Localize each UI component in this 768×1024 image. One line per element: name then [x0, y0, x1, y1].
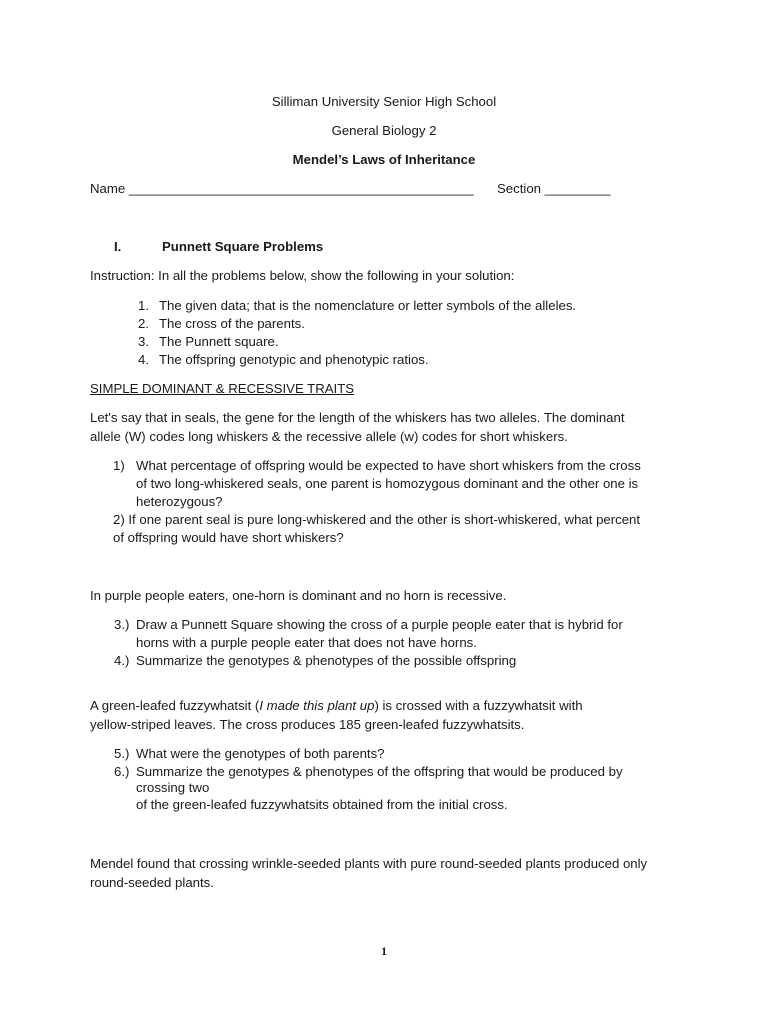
fuzzy-intro-b: ) is crossed with a fuzzywhatsit with [374, 698, 583, 713]
seal-intro-line-2: allele (W) codes long whiskers & the recessive allele (w) codes for short whiskers. [90, 429, 568, 444]
question-1-line-2: of two long-whiskered seals, one parent is homozygous dominant and the other one is [136, 476, 639, 491]
question-4-line-1: Summarize the genotypes & phenotypes of the possible offspring [136, 653, 517, 668]
question-6-line-3: of the green-leafed fuzzywhatsits obtained from the initial cross. [136, 797, 508, 812]
course-name: General Biology 2 [331, 123, 437, 138]
fuzzy-intro-line-1 [90, 698, 583, 713]
step-3-num: 3. [138, 334, 149, 349]
question-4-num: 4.) [114, 653, 130, 668]
seal-intro-line-1: Let's say that in seals, the gene for the length of the whiskers has two alleles. The dominant [90, 410, 625, 425]
section-numeral: I. [114, 239, 122, 254]
question-5-line-1: What were the genotypes of both parents? [136, 746, 385, 761]
section-heading: Punnett Square Problems [162, 239, 324, 254]
subsection-heading-simple: SIMPLE DOMINANT & RECESSIVE TRAITS [90, 381, 355, 396]
step-4-num: 4. [138, 352, 149, 367]
page-number: 1 [381, 944, 387, 958]
fuzzy-intro-line-2: yellow-striped leaves. The cross produces 185 green-leafed fuzzywhatsits. [90, 717, 525, 732]
step-1-num: 1. [138, 298, 149, 313]
question-3-line-1: Draw a Punnett Square showing the cross of a purple people eater that is hybrid for [136, 617, 623, 632]
step-2-text: The cross of the parents. [159, 316, 305, 331]
mendel-line-2: round-seeded plants. [90, 875, 214, 890]
question-3-line-2: horns with a purple people eater that does not have horns. [136, 635, 477, 650]
step-4-text: The offspring genotypic and phenotypic ratios. [159, 352, 429, 367]
name-label: Name [90, 181, 126, 196]
step-1-text: The given data; that is the nomenclature or letter symbols of the alleles. [159, 298, 577, 313]
question-6-line-2: crossing two [136, 780, 210, 795]
step-2-num: 2. [138, 316, 149, 331]
school-name: Silliman University Senior High School [271, 94, 497, 109]
question-6-num: 6.) [114, 764, 130, 779]
name-field[interactable]: _______________________________________________ [128, 181, 474, 196]
question-1-line-3: heterozygous? [136, 494, 223, 509]
question-2-line-1: 2) If one parent seal is pure long-whiskered and the other is short-whiskered, what percent [113, 512, 641, 527]
question-1-num: 1) [113, 458, 125, 473]
instruction-text: Instruction: In all the problems below, show the following in your solution: [90, 268, 515, 283]
question-1-line-1: What percentage of offspring would be expected to have short whiskers from the cross [136, 458, 641, 473]
step-3-text: The Punnett square. [159, 334, 279, 349]
question-6-line-1: Summarize the genotypes & phenotypes of the offspring that would be produced by [136, 764, 623, 779]
question-2-line-2: of offspring would have short whiskers? [113, 530, 344, 545]
section-line [497, 181, 611, 196]
fuzzy-intro-a: A green-leafed fuzzywhatsit ( [90, 698, 260, 713]
mendel-line-1: Mendel found that crossing wrinkle-seeded plants with pure round-seeded plants produced only [90, 856, 648, 871]
question-3-num: 3.) [114, 617, 130, 632]
name-line [90, 181, 474, 196]
section-field[interactable]: _________ [544, 181, 611, 196]
document-title: Mendel’s Laws of Inheritance [292, 152, 476, 167]
fuzzy-intro-italic: I made this plant up [259, 698, 375, 713]
purple-intro: In purple people eaters, one-horn is dominant and no horn is recessive. [90, 588, 507, 603]
section-label: Section [497, 181, 541, 196]
question-5-num: 5.) [114, 746, 130, 761]
